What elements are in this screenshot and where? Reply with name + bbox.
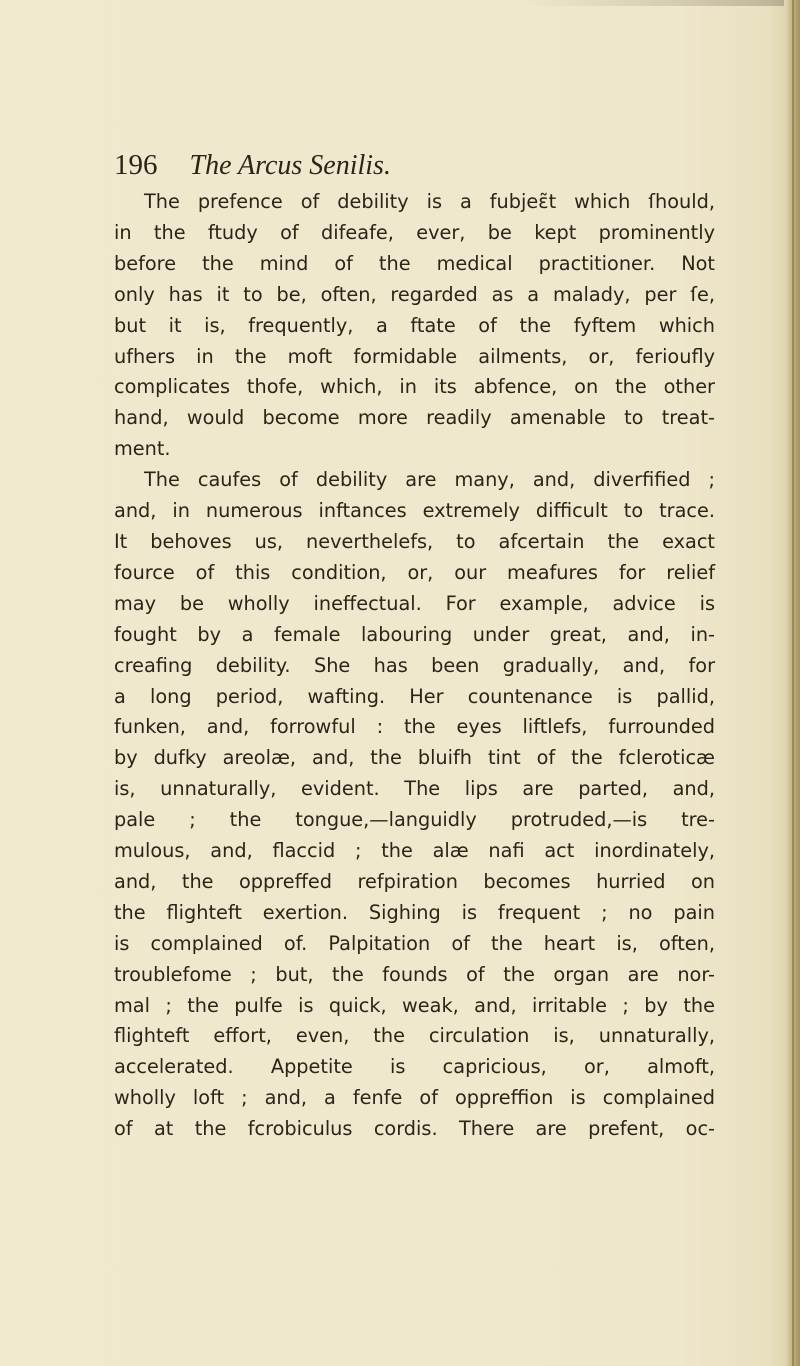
scan-shadow — [524, 0, 784, 6]
text-line: wholly loft ; and, a fenfe of oppreffion is complained — [114, 1086, 715, 1110]
text-line: flighteft effort, even, the circulation is, unnaturally, — [114, 1024, 715, 1048]
text-line: fought by a female labouring under great, and, in- — [114, 622, 715, 646]
running-header — [114, 148, 391, 183]
text-line: fource of this condition, or, our meafures for relief — [114, 560, 715, 584]
text-line: before the mind of the medical practitioner. Not — [114, 251, 715, 275]
text-line: may be wholly ineffectual. For example, advice is — [114, 591, 715, 615]
text-line: It behoves us, neverthelefs, to afcertain the exact — [114, 529, 715, 553]
text-line: the flighteft exertion. Sighing is frequent ; no pain — [114, 900, 715, 924]
text-line: hand, would become more readily amenable to treat- — [114, 406, 715, 430]
running-title: The Arcus Senilis. — [189, 150, 391, 181]
text-line: by dufky areolæ, and, the bluifh tint of the fcleroticæ — [114, 746, 715, 770]
text-line: The caufes of debility are many, and, diverfified ; — [144, 468, 715, 492]
body-text — [114, 187, 715, 1145]
text-line: is, unnaturally, evident. The lips are parted, and, — [114, 777, 715, 801]
text-line: mal ; the pulfe is quick, weak, and, irritable ; by the — [114, 993, 715, 1017]
text-line: troublefome ; but, the founds of the organ are nor- — [114, 962, 715, 986]
text-line: and, the oppreffed refpiration becomes hurried on — [114, 869, 715, 893]
text-line: The prefence of debility is a fubjeɛ̃t which ſhould, — [144, 190, 715, 213]
text-line: pale ; the tongue,—languidly protruded,—is tre- — [114, 808, 715, 832]
text-line: ment. — [114, 437, 171, 461]
text-line: ufhers in the moft formidable ailments, or, ferioufly — [114, 344, 715, 368]
text-line: only has it to be, often, regarded as a malady, per ſe, — [114, 282, 715, 306]
text-line: creafing debility. She has been gradually, and, for — [114, 653, 715, 677]
text-line: but it is, frequently, a ftate of the fyftem which — [114, 313, 715, 337]
page-edge-line — [792, 0, 794, 1366]
text-line: is complained of. Palpitation of the heart is, often, — [114, 931, 715, 955]
text-line: mulous, and, flaccid ; the alæ nafi act inordinately, — [114, 839, 715, 863]
text-line: a long period, wafting. Her countenance is pallid, — [114, 684, 715, 708]
page-number: 196 — [114, 149, 158, 181]
text-line: funken, and, forrowful : the eyes liftlefs, furrounded — [114, 715, 715, 739]
text-line: in the ftudy of difeafe, ever, be kept prominently — [114, 220, 715, 244]
text-line: and, in numerous inftances extremely difficult to trace. — [114, 499, 715, 523]
text-line: accelerated. Appetite is capricious, or, almoft, — [114, 1055, 715, 1079]
text-line: of at the fcrobiculus cordis. There are prefent, oc- — [114, 1117, 715, 1141]
text-line: complicates thofe, which, in its abfence, on the other — [114, 375, 715, 399]
